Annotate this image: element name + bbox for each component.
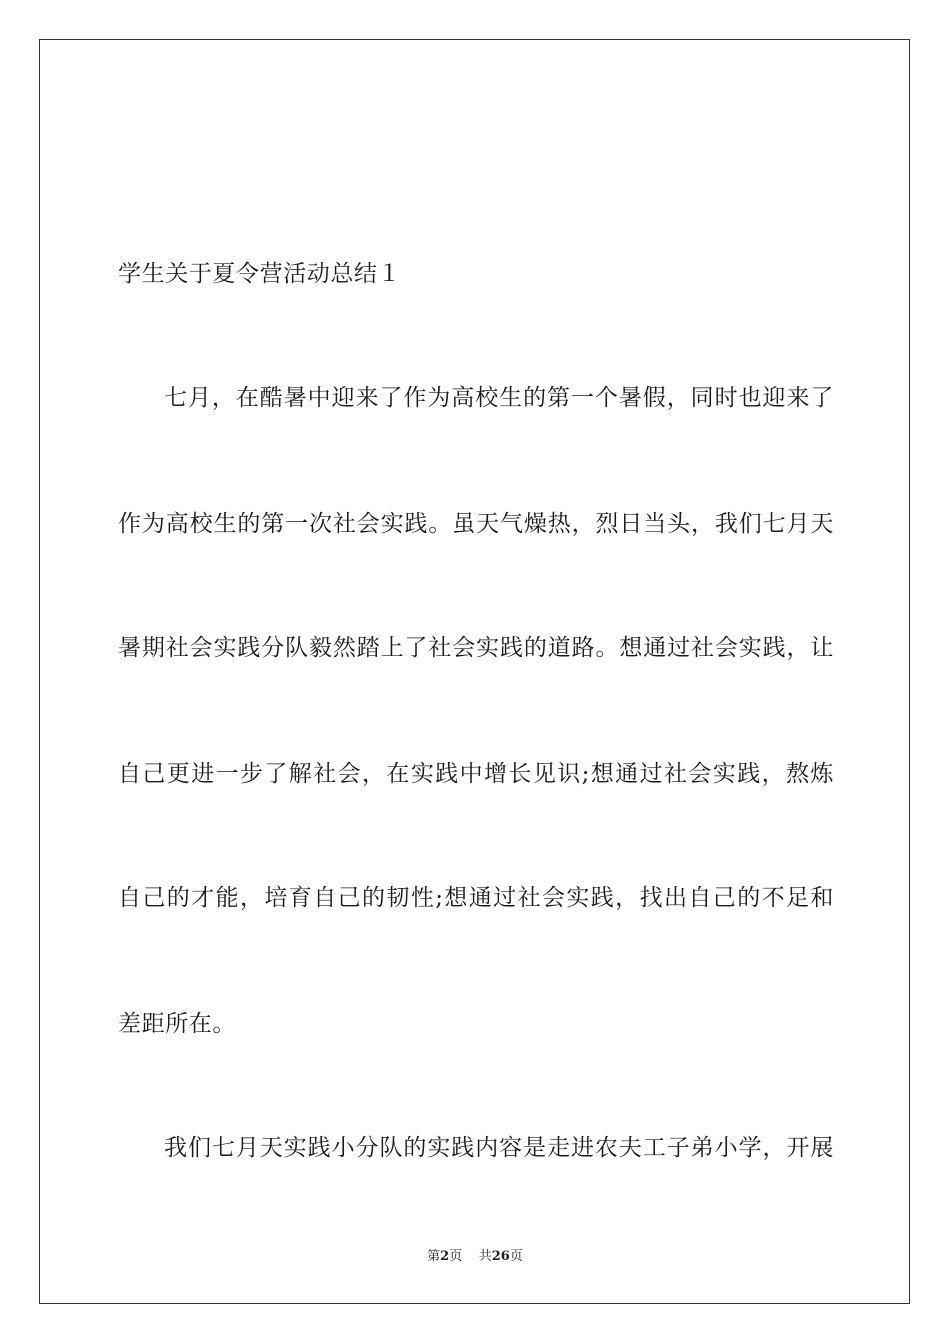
- paragraph-1-line-4: 自己更进一步了解社会，在实践中增长见识;想通过社会实践，熬炼: [118, 761, 834, 787]
- paragraph-1-line-6: 差距所在。: [118, 1011, 236, 1037]
- page-number: 2: [440, 1249, 450, 1264]
- paragraph-1-line-2: 作为高校生的第一次社会实践。虽天气燥热，烈日当头，我们七月天: [118, 511, 834, 537]
- paragraph-2-line-1: 我们七月天实践小分队的实践内容是走进农夫工子弟小学，开展: [164, 1135, 834, 1161]
- paragraph-1-line-1: 七月，在酷暑中迎来了作为高校生的第一个暑假，同时也迎来了: [164, 385, 834, 411]
- page-prefix: 第: [427, 1249, 441, 1264]
- paragraph-1-line-3: 暑期社会实践分队毅然踏上了社会实践的道路。想通过社会实践，让: [118, 635, 834, 661]
- total-suffix: 页: [509, 1249, 523, 1264]
- total-pages: 26: [491, 1249, 510, 1264]
- page-suffix: 页: [449, 1249, 463, 1264]
- page-footer: [0, 1248, 950, 1266]
- page-border: [39, 39, 910, 1304]
- paragraph-1-line-5: 自己的才能，培育自己的韧性;想通过社会实践，找出自己的不足和: [118, 885, 834, 911]
- document-title: 学生关于夏令营活动总结１: [118, 261, 402, 287]
- total-prefix: 共: [478, 1249, 492, 1264]
